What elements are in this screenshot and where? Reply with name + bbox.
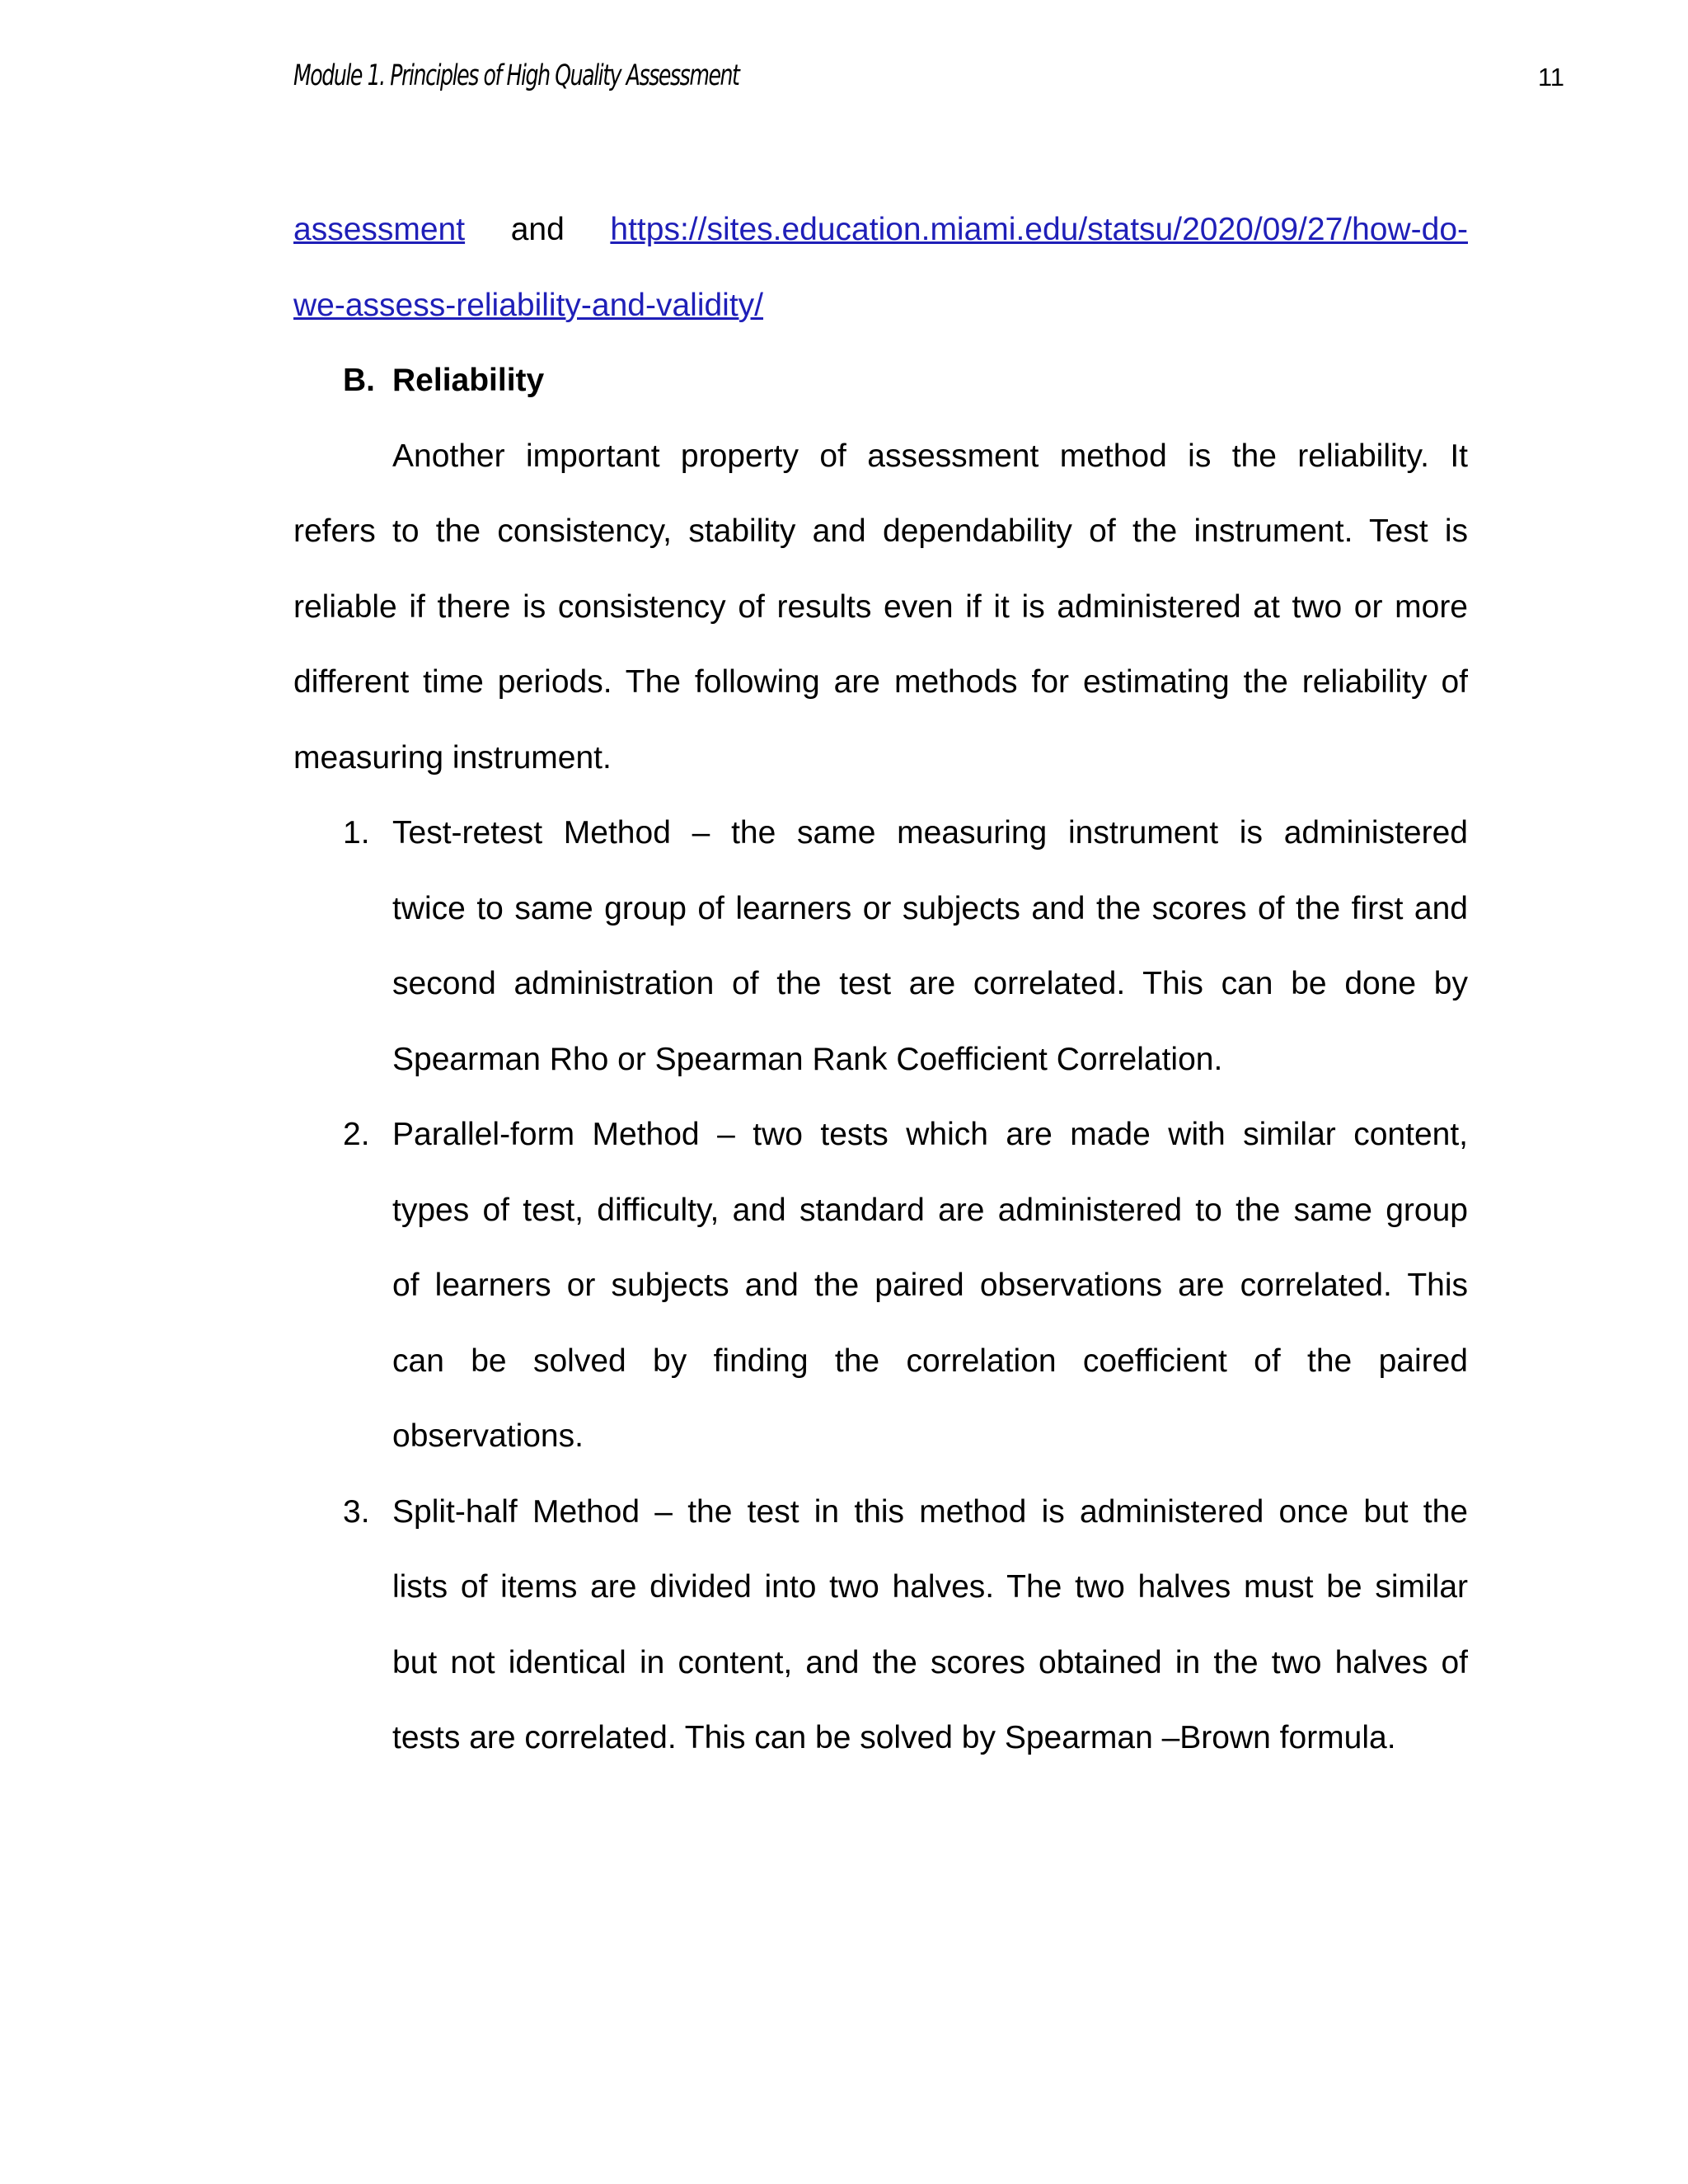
method-line: Test-retest Method – the same measuring instrument is administered (392, 815, 1468, 851)
method-line: types of test, difficulty, and standard are administered to the same group (392, 1192, 1468, 1228)
method-item-test-retest (293, 795, 1468, 1097)
running-title: Module 1. Principles of High Quality Assessment (293, 59, 739, 92)
intro-paragraph (293, 419, 1468, 796)
method-line: observations. (392, 1418, 584, 1454)
method-line: lists of items are divided into two halves. The two halves must be similar (392, 1569, 1468, 1605)
assessment-link[interactable]: assessment (293, 212, 466, 247)
intro-line: Another important property of assessment method is the reliability. It (392, 438, 1468, 474)
page-body (293, 192, 1468, 1776)
list-number: 2. (343, 1117, 370, 1152)
list-number: 1. (343, 815, 370, 851)
method-item-parallel-form (293, 1097, 1468, 1474)
intro-line: reliable if there is consistency of results even if it is administered at two or more (293, 588, 1468, 625)
method-line: Parallel-form Method – two tests which are made with similar content, (392, 1117, 1468, 1152)
reference-line-1 (293, 192, 1468, 268)
section-title: Reliability (392, 363, 545, 398)
link-connector-text: and (510, 212, 565, 247)
reference-line-2 (293, 268, 1468, 344)
method-line: twice to same group of learners or subjects and the scores of the first and (392, 890, 1468, 926)
page-header (293, 59, 1564, 109)
method-line: Spearman Rho or Spearman Rank Coefficient Correlation. (392, 1041, 1223, 1077)
miami-reliability-link[interactable]: https://sites.education.miami.edu/statsu/2020/09/27/how-do- (610, 212, 1468, 247)
method-line: second administration of the test are correlated. This can be done by (392, 966, 1468, 1001)
intro-line: different time periods. The following are methods for estimating the reliability of (293, 664, 1468, 700)
list-number: 3. (343, 1493, 370, 1530)
method-line: of learners or subjects and the paired observations are correlated. This (392, 1268, 1468, 1303)
miami-reliability-link-continued[interactable]: we-assess-reliability-and-validity/ (293, 287, 764, 323)
section-letter: B. (343, 363, 375, 398)
method-line: can be solved by finding the correlation coefficient of the paired (392, 1343, 1468, 1379)
method-line: but not identical in content, and the scores obtained in the two halves of (392, 1644, 1468, 1680)
method-line: Split-half Method – the test in this method is administered once but the (392, 1493, 1468, 1530)
intro-line: measuring instrument. (293, 739, 612, 776)
method-item-split-half (293, 1474, 1468, 1776)
method-line: tests are correlated. This can be solved by Spearman –Brown formula. (392, 1720, 1396, 1755)
intro-line: refers to the consistency, stability and dependability of the instrument. Test is (293, 513, 1468, 549)
section-heading (293, 343, 1468, 419)
page-number: 11 (1537, 63, 1564, 91)
